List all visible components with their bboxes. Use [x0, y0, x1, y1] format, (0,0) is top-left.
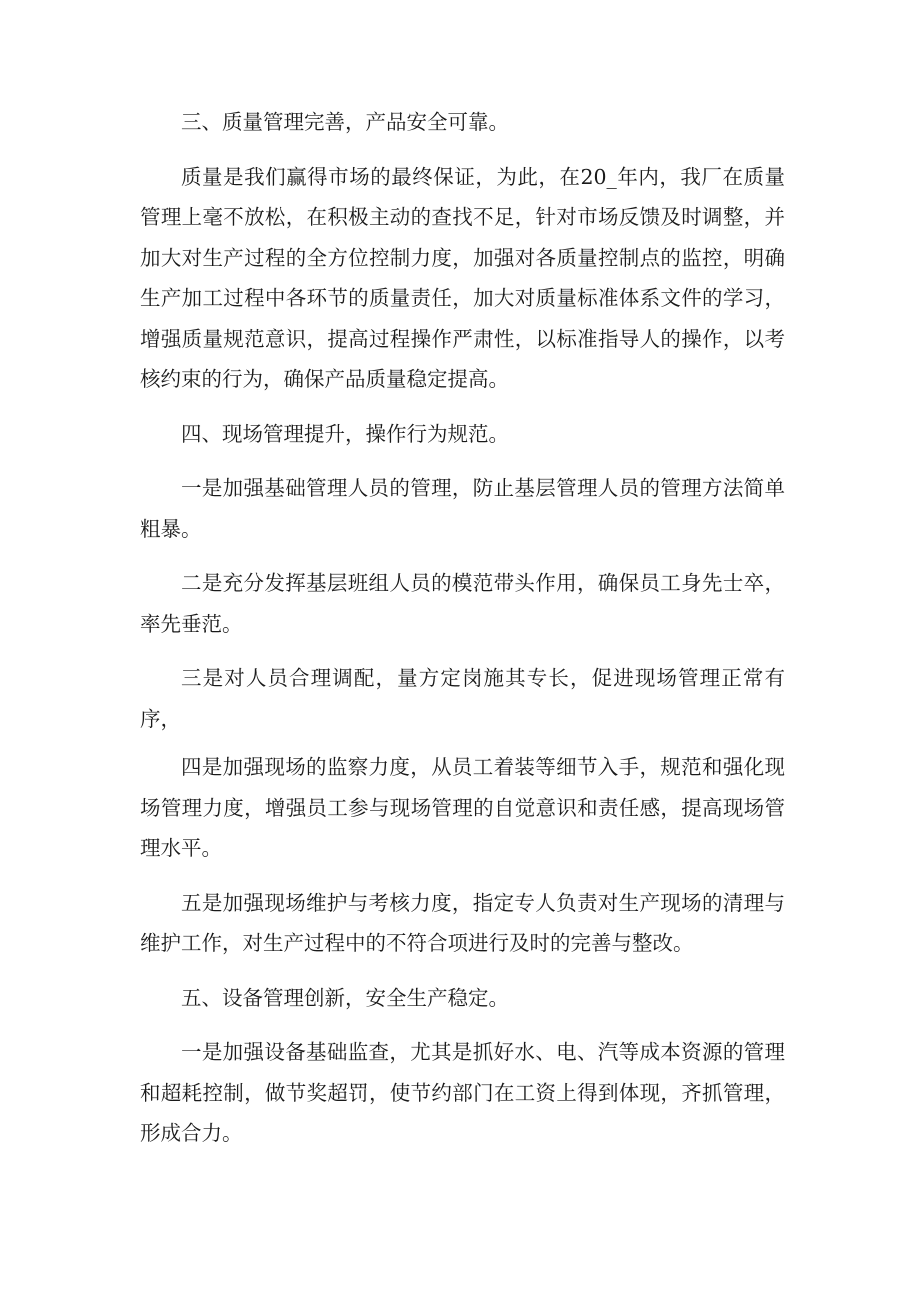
- paragraph-site-item-4: 四是加强现场的监察力度，从员工着装等细节入手，规范和强化现场管理力度，增强员工参与现场管理的自觉意识和责任感，提高现场管理水平。: [140, 755, 785, 860]
- paragraph-site-item-1: 一是加强基础管理人员的管理，防止基层管理人员的管理方法简单粗暴。: [140, 476, 785, 541]
- section-heading-quality: 三、质量管理完善，产品安全可靠。: [181, 110, 509, 134]
- paragraph-quality-detail: 质量是我们赢得市场的最终保证，为此，在20_年内，我厂在质量管理上毫不放松，在积极主动的查找不足，针对市场反馈及时调整，并加大对生产过程的全方位控制力度，加强对各质量控制点的监控，明确生产加工过程中各环节的质量责任，加大对质量标准体系文件的学习，增强质量规范意识，提高过程操作严肃性，以标准指导人的操作，以考核约束的行为，确保产品质量稳定提高。: [140, 164, 785, 391]
- section-heading-equipment: 五、设备管理创新，安全生产稳定。: [181, 985, 509, 1010]
- paragraph-site-item-2: 二是充分发挥基层班组人员的模范带头作用，确保员工身先士卒，率先垂范。: [140, 571, 785, 636]
- paragraph-site-item-5: 五是加强现场维护与考核力度，指定专人负责对生产现场的清理与维护工作，对生产过程中的不符合项进行及时的完善与整改。: [140, 890, 785, 955]
- paragraph-site-item-3: 三是对人员合理调配，量方定岗施其专长，促进现场管理正常有序，: [140, 666, 785, 731]
- document-body: [140, 102, 785, 1168]
- paragraph-equipment-item-1: 一是加强设备基础监查，尤其是抓好水、电、汽等成本资源的管理和超耗控制，做节奖超罚，使节约部门在工资上得到体现，齐抓管理，形成合力。: [140, 1040, 785, 1145]
- section-heading-site-management: 四、现场管理提升，操作行为规范。: [181, 421, 509, 446]
